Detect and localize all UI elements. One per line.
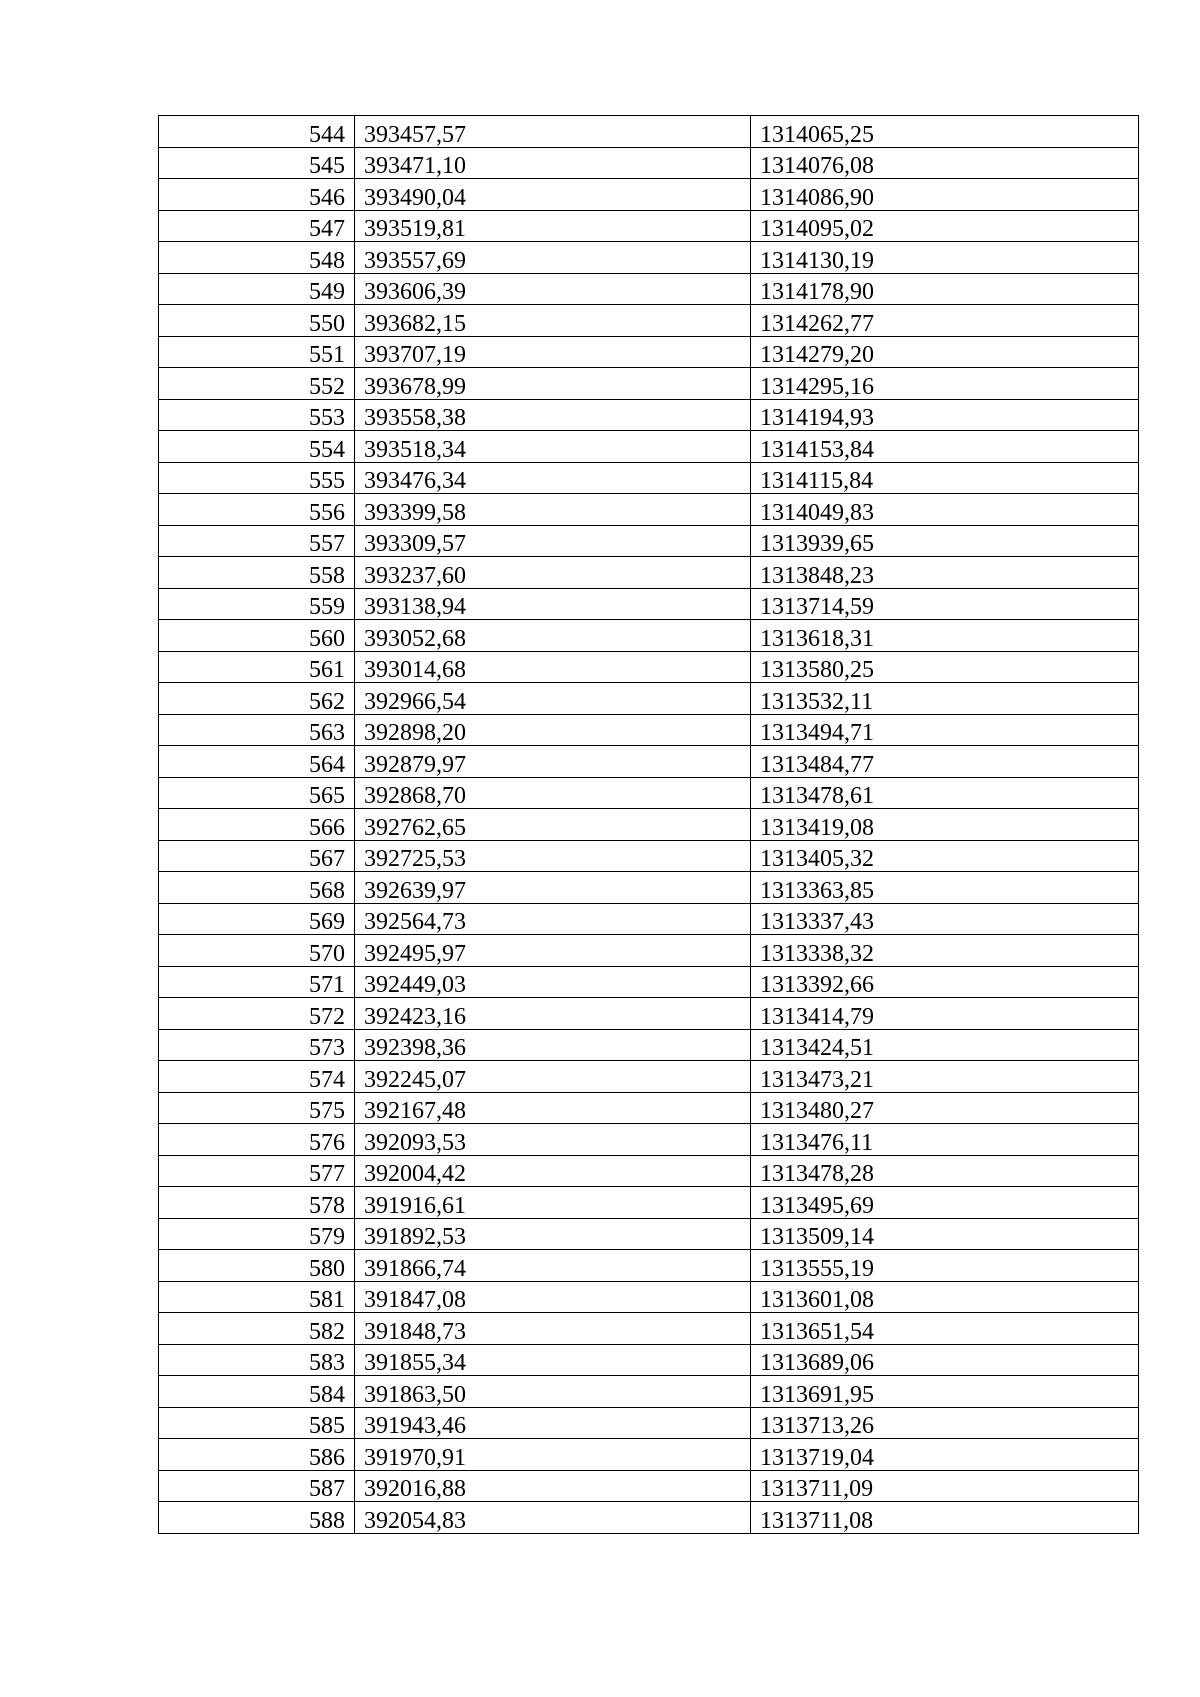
x-coordinate-cell: 392004,42 <box>355 1155 751 1187</box>
point-number-cell: 553 <box>159 399 355 431</box>
table-row <box>159 494 1139 526</box>
y-coordinate-cell: 1313480,27 <box>751 1092 1139 1124</box>
y-coordinate-cell: 1313509,14 <box>751 1218 1139 1250</box>
table-row <box>159 399 1139 431</box>
x-coordinate-cell: 391892,53 <box>355 1218 751 1250</box>
x-coordinate-cell: 393678,99 <box>355 368 751 400</box>
x-coordinate-cell: 392093,53 <box>355 1124 751 1156</box>
table-row <box>159 1439 1139 1471</box>
table-row <box>159 305 1139 337</box>
table-row <box>159 242 1139 274</box>
table-row <box>159 651 1139 683</box>
point-number-cell: 551 <box>159 336 355 368</box>
x-coordinate-cell: 393457,57 <box>355 116 751 148</box>
x-coordinate-cell: 393014,68 <box>355 651 751 683</box>
y-coordinate-cell: 1313478,28 <box>751 1155 1139 1187</box>
y-coordinate-cell: 1314153,84 <box>751 431 1139 463</box>
point-number-cell: 558 <box>159 557 355 589</box>
y-coordinate-cell: 1314279,20 <box>751 336 1139 368</box>
y-coordinate-cell: 1313494,71 <box>751 714 1139 746</box>
point-number-cell: 562 <box>159 683 355 715</box>
y-coordinate-cell: 1314076,08 <box>751 147 1139 179</box>
y-coordinate-cell: 1313532,11 <box>751 683 1139 715</box>
coordinates-table-body <box>159 116 1139 1534</box>
x-coordinate-cell: 391866,74 <box>355 1250 751 1282</box>
y-coordinate-cell: 1313714,59 <box>751 588 1139 620</box>
y-coordinate-cell: 1313476,11 <box>751 1124 1139 1156</box>
x-coordinate-cell: 392016,88 <box>355 1470 751 1502</box>
table-row <box>159 1155 1139 1187</box>
x-coordinate-cell: 391916,61 <box>355 1187 751 1219</box>
x-coordinate-cell: 392564,73 <box>355 903 751 935</box>
point-number-cell: 555 <box>159 462 355 494</box>
x-coordinate-cell: 393237,60 <box>355 557 751 589</box>
x-coordinate-cell: 393682,15 <box>355 305 751 337</box>
point-number-cell: 564 <box>159 746 355 778</box>
table-row <box>159 714 1139 746</box>
x-coordinate-cell: 393309,57 <box>355 525 751 557</box>
y-coordinate-cell: 1313392,66 <box>751 966 1139 998</box>
y-coordinate-cell: 1313713,26 <box>751 1407 1139 1439</box>
table-row <box>159 273 1139 305</box>
table-row <box>159 777 1139 809</box>
point-number-cell: 580 <box>159 1250 355 1282</box>
y-coordinate-cell: 1313484,77 <box>751 746 1139 778</box>
point-number-cell: 560 <box>159 620 355 652</box>
x-coordinate-cell: 392966,54 <box>355 683 751 715</box>
point-number-cell: 567 <box>159 840 355 872</box>
x-coordinate-cell: 392449,03 <box>355 966 751 998</box>
x-coordinate-cell: 393476,34 <box>355 462 751 494</box>
table-row <box>159 809 1139 841</box>
point-number-cell: 544 <box>159 116 355 148</box>
point-number-cell: 578 <box>159 1187 355 1219</box>
point-number-cell: 575 <box>159 1092 355 1124</box>
point-number-cell: 587 <box>159 1470 355 1502</box>
point-number-cell: 586 <box>159 1439 355 1471</box>
point-number-cell: 577 <box>159 1155 355 1187</box>
table-row <box>159 179 1139 211</box>
y-coordinate-cell: 1313405,32 <box>751 840 1139 872</box>
y-coordinate-cell: 1313363,85 <box>751 872 1139 904</box>
y-coordinate-cell: 1314130,19 <box>751 242 1139 274</box>
x-coordinate-cell: 391970,91 <box>355 1439 751 1471</box>
x-coordinate-cell: 393052,68 <box>355 620 751 652</box>
point-number-cell: 554 <box>159 431 355 463</box>
point-number-cell: 552 <box>159 368 355 400</box>
y-coordinate-cell: 1313939,65 <box>751 525 1139 557</box>
table-row <box>159 336 1139 368</box>
y-coordinate-cell: 1314295,16 <box>751 368 1139 400</box>
x-coordinate-cell: 391863,50 <box>355 1376 751 1408</box>
x-coordinate-cell: 393557,69 <box>355 242 751 274</box>
x-coordinate-cell: 393606,39 <box>355 273 751 305</box>
point-number-cell: 556 <box>159 494 355 526</box>
table-row <box>159 872 1139 904</box>
x-coordinate-cell: 391943,46 <box>355 1407 751 1439</box>
table-row <box>159 1250 1139 1282</box>
table-row <box>159 998 1139 1030</box>
x-coordinate-cell: 393558,38 <box>355 399 751 431</box>
point-number-cell: 569 <box>159 903 355 935</box>
table-row <box>159 1092 1139 1124</box>
y-coordinate-cell: 1313711,09 <box>751 1470 1139 1502</box>
x-coordinate-cell: 392245,07 <box>355 1061 751 1093</box>
y-coordinate-cell: 1314086,90 <box>751 179 1139 211</box>
y-coordinate-cell: 1313414,79 <box>751 998 1139 1030</box>
x-coordinate-cell: 393471,10 <box>355 147 751 179</box>
x-coordinate-cell: 391847,08 <box>355 1281 751 1313</box>
y-coordinate-cell: 1313618,31 <box>751 620 1139 652</box>
x-coordinate-cell: 392762,65 <box>355 809 751 841</box>
table-row <box>159 1470 1139 1502</box>
point-number-cell: 583 <box>159 1344 355 1376</box>
point-number-cell: 568 <box>159 872 355 904</box>
table-row <box>159 1281 1139 1313</box>
point-number-cell: 573 <box>159 1029 355 1061</box>
point-number-cell: 581 <box>159 1281 355 1313</box>
table-row <box>159 903 1139 935</box>
x-coordinate-cell: 392167,48 <box>355 1092 751 1124</box>
table-row <box>159 210 1139 242</box>
point-number-cell: 574 <box>159 1061 355 1093</box>
table-row <box>159 683 1139 715</box>
y-coordinate-cell: 1313478,61 <box>751 777 1139 809</box>
x-coordinate-cell: 393518,34 <box>355 431 751 463</box>
y-coordinate-cell: 1313580,25 <box>751 651 1139 683</box>
y-coordinate-cell: 1313651,54 <box>751 1313 1139 1345</box>
y-coordinate-cell: 1313473,21 <box>751 1061 1139 1093</box>
point-number-cell: 550 <box>159 305 355 337</box>
point-number-cell: 571 <box>159 966 355 998</box>
y-coordinate-cell: 1313601,08 <box>751 1281 1139 1313</box>
x-coordinate-cell: 392398,36 <box>355 1029 751 1061</box>
x-coordinate-cell: 392879,97 <box>355 746 751 778</box>
x-coordinate-cell: 391855,34 <box>355 1344 751 1376</box>
y-coordinate-cell: 1313424,51 <box>751 1029 1139 1061</box>
point-number-cell: 549 <box>159 273 355 305</box>
point-number-cell: 548 <box>159 242 355 274</box>
point-number-cell: 566 <box>159 809 355 841</box>
table-row <box>159 1407 1139 1439</box>
table-row <box>159 147 1139 179</box>
x-coordinate-cell: 393138,94 <box>355 588 751 620</box>
y-coordinate-cell: 1313338,32 <box>751 935 1139 967</box>
table-row <box>159 1502 1139 1534</box>
x-coordinate-cell: 392725,53 <box>355 840 751 872</box>
table-row <box>159 620 1139 652</box>
y-coordinate-cell: 1314262,77 <box>751 305 1139 337</box>
table-row <box>159 462 1139 494</box>
y-coordinate-cell: 1314115,84 <box>751 462 1139 494</box>
coordinates-table <box>158 115 1139 1534</box>
table-row <box>159 116 1139 148</box>
x-coordinate-cell: 392495,97 <box>355 935 751 967</box>
point-number-cell: 565 <box>159 777 355 809</box>
y-coordinate-cell: 1314065,25 <box>751 116 1139 148</box>
table-row <box>159 1187 1139 1219</box>
y-coordinate-cell: 1313555,19 <box>751 1250 1139 1282</box>
table-row <box>159 840 1139 872</box>
point-number-cell: 576 <box>159 1124 355 1156</box>
point-number-cell: 557 <box>159 525 355 557</box>
x-coordinate-cell: 393399,58 <box>355 494 751 526</box>
point-number-cell: 563 <box>159 714 355 746</box>
y-coordinate-cell: 1313711,08 <box>751 1502 1139 1534</box>
point-number-cell: 561 <box>159 651 355 683</box>
table-row <box>159 1124 1139 1156</box>
x-coordinate-cell: 392898,20 <box>355 714 751 746</box>
table-row <box>159 1029 1139 1061</box>
y-coordinate-cell: 1314178,90 <box>751 273 1139 305</box>
point-number-cell: 546 <box>159 179 355 211</box>
point-number-cell: 547 <box>159 210 355 242</box>
point-number-cell: 559 <box>159 588 355 620</box>
point-number-cell: 579 <box>159 1218 355 1250</box>
table-row <box>159 1313 1139 1345</box>
y-coordinate-cell: 1314194,93 <box>751 399 1139 431</box>
table-row <box>159 1344 1139 1376</box>
y-coordinate-cell: 1313495,69 <box>751 1187 1139 1219</box>
table-row <box>159 525 1139 557</box>
point-number-cell: 572 <box>159 998 355 1030</box>
point-number-cell: 584 <box>159 1376 355 1408</box>
table-row <box>159 1218 1139 1250</box>
table-row <box>159 431 1139 463</box>
table-row <box>159 1061 1139 1093</box>
table-row <box>159 557 1139 589</box>
y-coordinate-cell: 1314095,02 <box>751 210 1139 242</box>
point-number-cell: 545 <box>159 147 355 179</box>
table-row <box>159 746 1139 778</box>
table-row <box>159 1376 1139 1408</box>
point-number-cell: 585 <box>159 1407 355 1439</box>
point-number-cell: 582 <box>159 1313 355 1345</box>
x-coordinate-cell: 392639,97 <box>355 872 751 904</box>
table-row <box>159 368 1139 400</box>
table-row <box>159 966 1139 998</box>
y-coordinate-cell: 1313337,43 <box>751 903 1139 935</box>
table-row <box>159 935 1139 967</box>
y-coordinate-cell: 1313691,95 <box>751 1376 1139 1408</box>
y-coordinate-cell: 1313419,08 <box>751 809 1139 841</box>
x-coordinate-cell: 392423,16 <box>355 998 751 1030</box>
y-coordinate-cell: 1314049,83 <box>751 494 1139 526</box>
x-coordinate-cell: 393519,81 <box>355 210 751 242</box>
x-coordinate-cell: 393490,04 <box>355 179 751 211</box>
y-coordinate-cell: 1313719,04 <box>751 1439 1139 1471</box>
x-coordinate-cell: 393707,19 <box>355 336 751 368</box>
x-coordinate-cell: 392868,70 <box>355 777 751 809</box>
x-coordinate-cell: 391848,73 <box>355 1313 751 1345</box>
x-coordinate-cell: 392054,83 <box>355 1502 751 1534</box>
table-row <box>159 588 1139 620</box>
point-number-cell: 570 <box>159 935 355 967</box>
y-coordinate-cell: 1313848,23 <box>751 557 1139 589</box>
y-coordinate-cell: 1313689,06 <box>751 1344 1139 1376</box>
point-number-cell: 588 <box>159 1502 355 1534</box>
